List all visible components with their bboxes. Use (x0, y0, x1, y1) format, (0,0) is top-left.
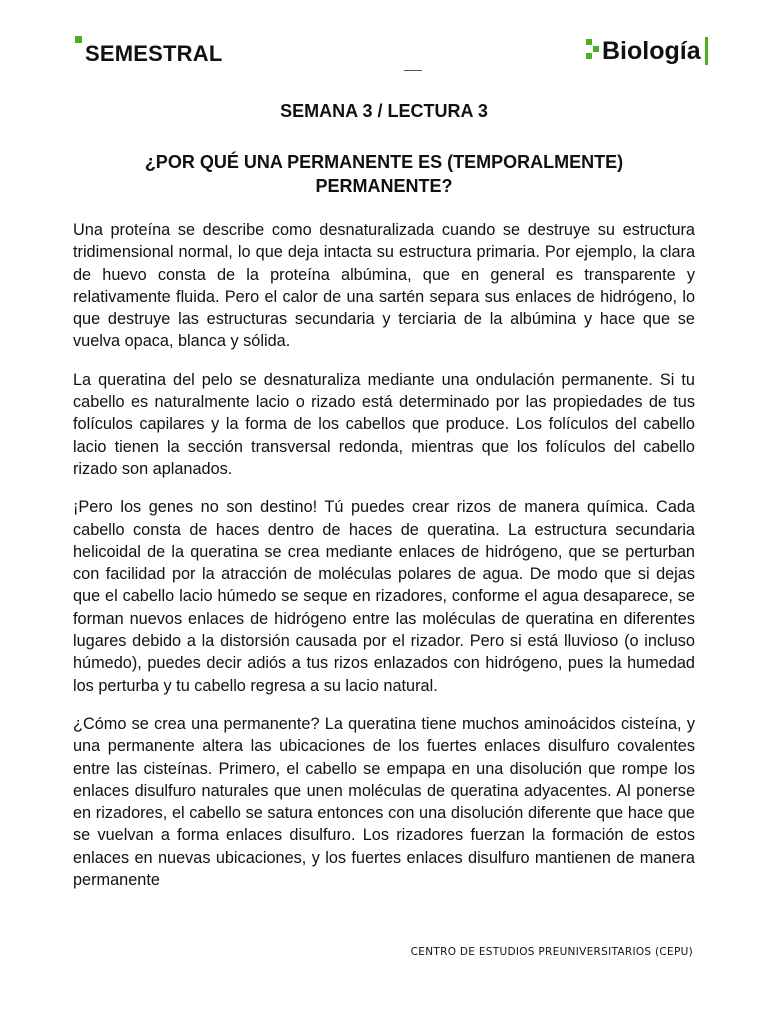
reading-body (73, 219, 695, 907)
semestral-logo-text: SEMESTRAL (85, 41, 223, 66)
page-footer: CENTRO DE ESTUDIOS PREUNIVERSITARIOS (CEPU) (410, 946, 693, 958)
logo-square-icon (75, 36, 82, 43)
paragraph: La queratina del pelo se desnaturaliza mediante una ondulación permanente. Si tu cabello es naturalmente lacio o rizado está determinado por las propiedades de tus folículos capilares y la forma de los cabellos que produce. Los folículos del cabello lacio tienen la sección transversal redonda, mientras que los folículos del cabello rizado son aplanados. (73, 370, 695, 478)
week-title: SEMANA 3 / LECTURA 3 (280, 101, 488, 121)
pixel-grid-icon (586, 36, 600, 66)
semestral-logo (75, 36, 222, 65)
reading-title: ¿POR QUÉ UNA PERMANENTE ES (TEMPORALMENTE) PERMANENTE? (144, 152, 624, 196)
biologia-logo-text: Biología (602, 36, 701, 65)
paragraph: ¡Pero los genes no son destino! Tú puedes crear rizos de manera química. Cada cabello consta de haces dentro de haces de queratina. La estructura secundaria helicoidal de la queratina se crea mediante enlaces de hidrógeno, que se perturban con facilidad por la atracción de moléculas polares de agua. De modo que si dejas que el cabello lacio húmedo se seque en rizadores, conforme el agua desaparece, se forman nuevos enlaces de hidrógeno entre las moléculas de queratina en diferentes lugares debido a la distorsión causada por el rizador. Pero si está lluvioso (o incluso húmedo), puedes decir adiós a tus rizos enlazados con hidrógeno, pues la humedad los perturba y tu cabello regresa a su lacio natural. (73, 498, 695, 695)
paragraph: ¿Cómo se crea una permanente? La queratina tiene muchos aminoácidos cisteína, y una permanente altera las ubicaciones de los fuertes enlaces disulfuro covalentes entre las cisteínas. Primero, el cabello se empapa en una disolución que rompe los enlaces disulfuro naturales que unen moléculas de queratina adyacentes. Al ponerse en rizadores, el cabello se satura entonces con una disolución diferente que hace que se vuelvan a forma enlaces disulfuro. Los rizadores fuerzan la formación de estos enlaces en nuevas ubicaciones, y los fuertes enlaces disulfuro mantienen de manera permanente (73, 714, 695, 890)
page-header (0, 0, 768, 80)
paragraph: Una proteína se describe como desnaturalizada cuando se destruye su estructura tridimensional normal, lo que deja intacta su estructura primaria. Por ejemplo, la clara de huevo consta de la proteína albúmina, que en general es transparente y relativamente fluida. Pero el calor de una sartén separa sus enlaces de hidrógeno, lo que destruye las estructuras secundaria y terciaria de la albúmina y hace que se vuelva opaca, blanca y sólida. (73, 221, 695, 351)
header-divider (404, 70, 422, 71)
logo-bar (705, 37, 708, 65)
biologia-logo (586, 36, 708, 66)
